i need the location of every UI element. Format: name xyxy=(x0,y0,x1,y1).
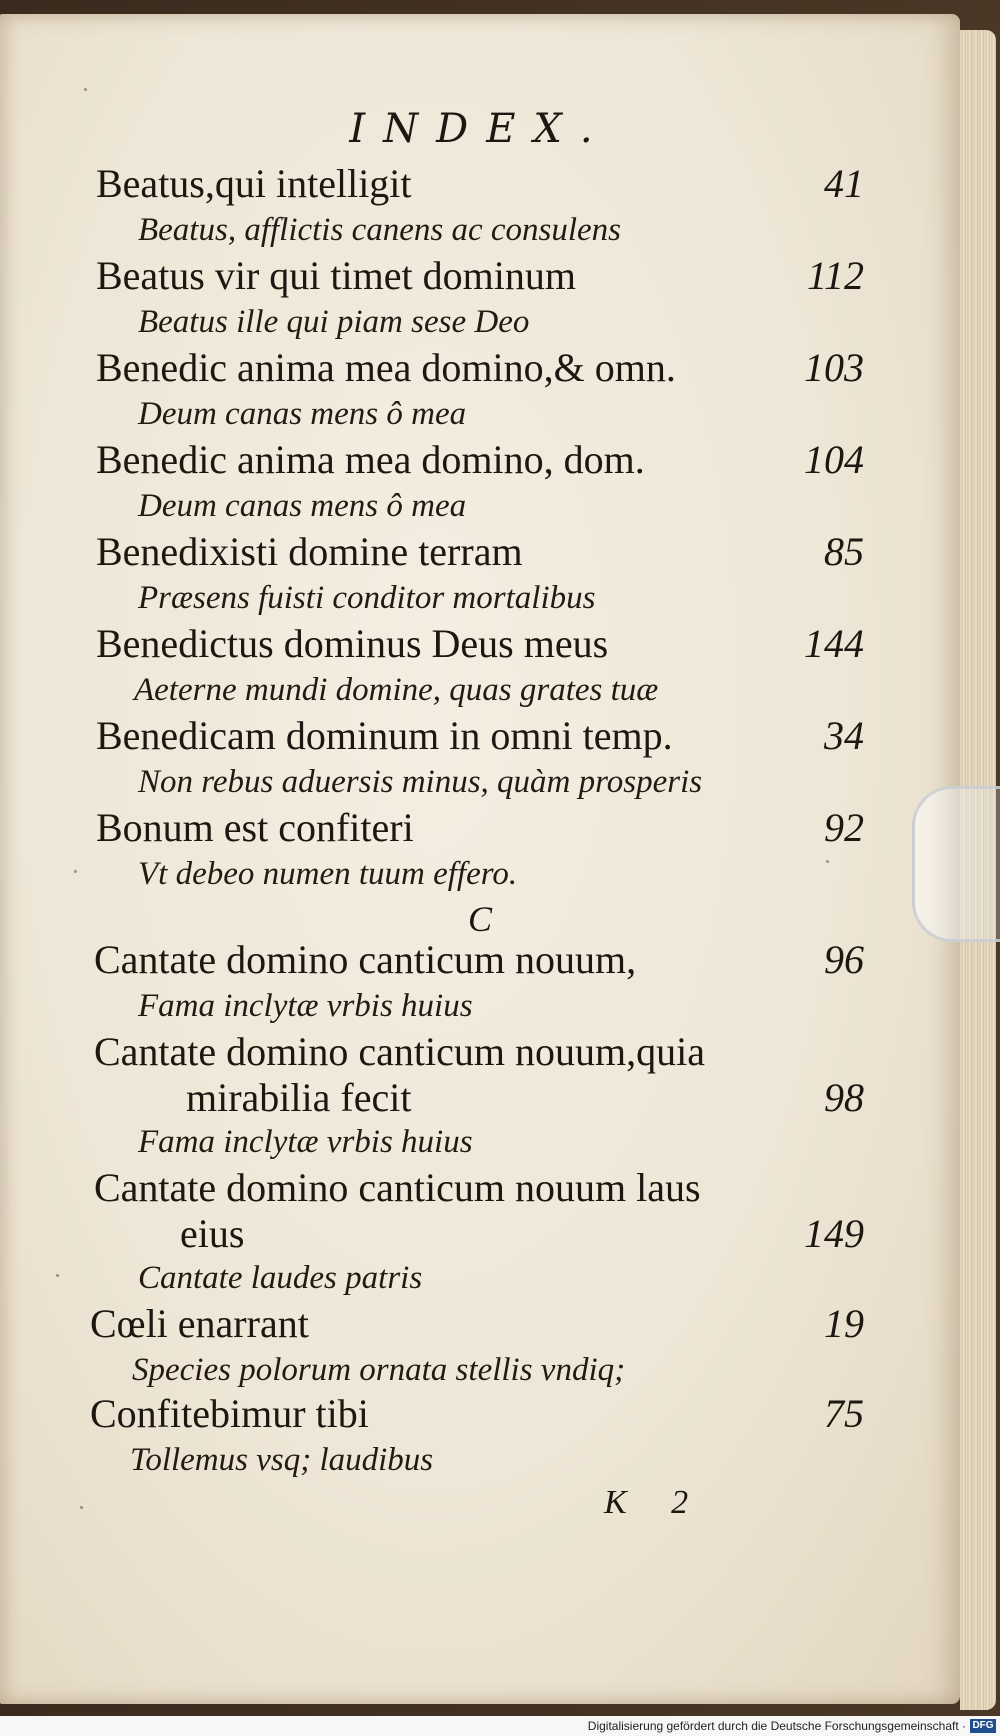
index-entry: Cœli enarrant xyxy=(90,1301,309,1346)
entry-incipit: Tollemus vsq; laudibus xyxy=(130,1442,434,1478)
index-entry: Benedictus dominus Deus meus xyxy=(96,621,609,666)
paper-clip xyxy=(912,786,1000,942)
index-entry: Cantate domino canticum nouum laus xyxy=(94,1165,701,1210)
page-number: 41 xyxy=(824,161,864,206)
page-number: 75 xyxy=(824,1391,864,1436)
entry-incipit: Species polorum ornata stellis vndiq; xyxy=(132,1352,626,1388)
index-entry: Benedixisti domine terram xyxy=(96,529,523,574)
page-number: 149 xyxy=(804,1211,864,1256)
page-number: 98 xyxy=(824,1075,864,1120)
entry-incipit: Præsens fuisti conditor mortalibus xyxy=(138,580,596,616)
index-entry: Beatus,qui intelligit xyxy=(96,161,412,206)
section-letter: C xyxy=(467,899,492,939)
index-entry: Cantate domino canticum nouum, xyxy=(94,937,637,982)
ink-speck xyxy=(56,1274,59,1277)
page-number: 96 xyxy=(824,937,864,982)
entry-incipit: Beatus, afflictis canens ac consulens xyxy=(138,212,621,248)
ink-speck xyxy=(74,870,77,873)
ink-speck xyxy=(84,88,87,91)
entry-incipit: Beatus ille qui piam sese Deo xyxy=(138,304,530,340)
signature-mark: K 2 xyxy=(604,1484,707,1521)
page-number: 144 xyxy=(804,621,864,666)
page-number: 19 xyxy=(824,1301,864,1346)
entry-incipit: Non rebus aduersis minus, quàm prosperis xyxy=(138,764,703,800)
ink-speck xyxy=(80,1506,83,1509)
index-entry: Benedic anima mea domino, dom. xyxy=(96,437,645,482)
dfg-logo: DFG xyxy=(970,1719,996,1733)
ink-speck xyxy=(826,860,829,863)
index-entry: Beatus vir qui timet dominum xyxy=(96,253,576,298)
index-entry: Bonum est confiteri xyxy=(96,805,414,850)
index-entry-continuation: eius xyxy=(180,1211,245,1256)
page-header: INDEX. xyxy=(349,106,611,152)
page-number: 85 xyxy=(824,529,864,574)
page-number: 104 xyxy=(804,437,864,482)
page-sheet xyxy=(0,14,960,1704)
index-entry: Cantate domino canticum nouum,quia xyxy=(94,1029,705,1074)
page-number: 103 xyxy=(804,345,864,390)
index-entry: Benedic anima mea domino,& omn. xyxy=(96,345,676,390)
index-entry: Benedicam dominum in omni temp. xyxy=(96,713,673,758)
entry-incipit: Fama inclytæ vrbis huius xyxy=(138,988,473,1024)
entry-incipit: Cantate laudes patris xyxy=(138,1260,423,1296)
index-entry: Confitebimur tibi xyxy=(90,1391,369,1436)
entry-incipit: Deum canas mens ô mea xyxy=(138,488,467,524)
entry-incipit: Fama inclytæ vrbis huius xyxy=(138,1124,473,1160)
entry-incipit: Vt debeo numen tuum effero. xyxy=(138,856,518,892)
page-number: 34 xyxy=(824,713,864,758)
funding-credit: Digitalisierung gefördert durch die Deutsche Forschungsgemeinschaft · xyxy=(587,1719,966,1733)
page-number: 112 xyxy=(806,253,864,298)
entry-incipit: Deum canas mens ô mea xyxy=(138,396,467,432)
entry-incipit: Aeterne mundi domine, quas grates tuæ xyxy=(134,672,659,708)
index-entry-continuation: mirabilia fecit xyxy=(186,1075,412,1120)
page-number: 92 xyxy=(824,805,864,850)
